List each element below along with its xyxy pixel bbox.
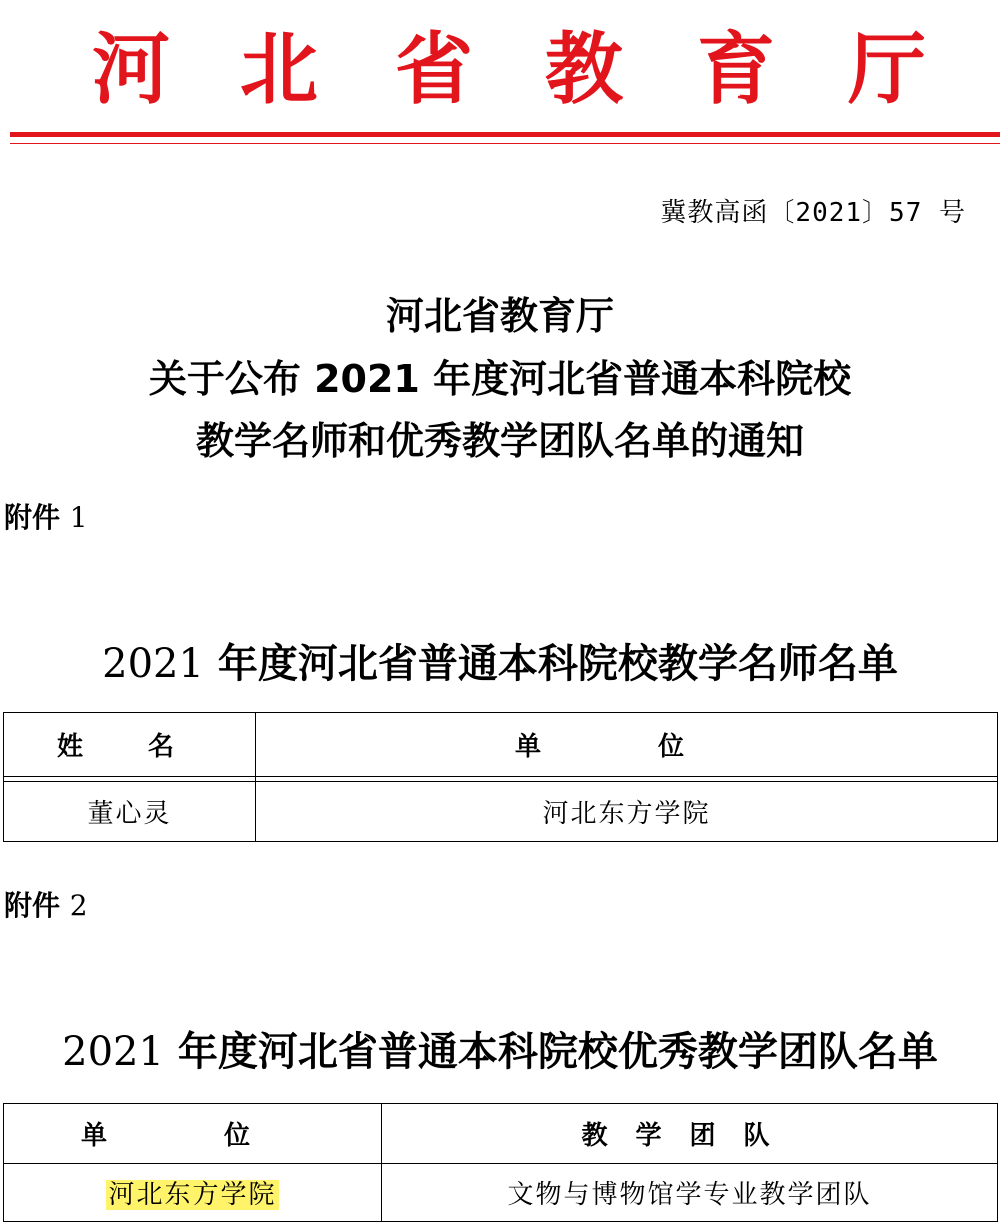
header-unit: 单 位 [256, 713, 998, 777]
header-unit: 单 位 [4, 1104, 382, 1164]
agency-letterhead [0, 20, 1000, 120]
cell-team: 文物与博物馆学专业教学团队 [382, 1164, 998, 1222]
table-header-row [4, 1104, 998, 1164]
attachment-number: 2 [69, 889, 88, 922]
table-row [4, 1164, 998, 1222]
agency-title-char: 河 [92, 24, 171, 115]
attachment-2-label [4, 884, 88, 924]
attachment-label-text: 附件 [4, 889, 61, 922]
agency-title-char: 北 [240, 24, 319, 115]
header-divider-thick [10, 132, 1000, 137]
table-row [4, 782, 998, 842]
table-header-row [4, 713, 998, 777]
team-list-title [0, 1020, 1000, 1077]
list-title-text: 年度河北省普通本科院校优秀教学团队名单 [177, 1029, 938, 1075]
header-name: 姓 名 [4, 713, 256, 777]
notice-title-line2: 关于公布 2021 年度河北省普通本科院校 [148, 357, 852, 401]
header-divider-thin [10, 143, 1000, 144]
attachment-1-label [4, 496, 88, 536]
teacher-list-title [0, 632, 1000, 689]
list-title-text: 年度河北省普通本科院校教学名师名单 [217, 641, 898, 687]
teacher-table [3, 712, 998, 842]
list-title-year: 2021 [62, 1029, 164, 1075]
team-table [3, 1103, 998, 1222]
notice-title-line1: 河北省教育厅 [385, 294, 614, 338]
cell-name: 董心灵 [4, 782, 256, 842]
agency-title-char: 省 [395, 24, 474, 115]
notice-title-line3: 教学名师和优秀教学团队名单的通知 [195, 419, 804, 463]
agency-title-char: 育 [697, 24, 776, 115]
agency-title-char: 厅 [848, 24, 927, 115]
highlighted-unit: 河北东方学院 [108, 1180, 277, 1210]
agency-title-char: 教 [545, 24, 624, 115]
attachment-number: 1 [69, 501, 88, 534]
attachment-label-text: 附件 [4, 501, 61, 534]
cell-unit [4, 1164, 382, 1222]
list-title-year: 2021 [102, 641, 204, 687]
cell-unit: 河北东方学院 [256, 782, 998, 842]
document-number: 冀教高函〔2021〕57 号 [660, 198, 966, 228]
header-team: 教学团队 [382, 1104, 998, 1164]
